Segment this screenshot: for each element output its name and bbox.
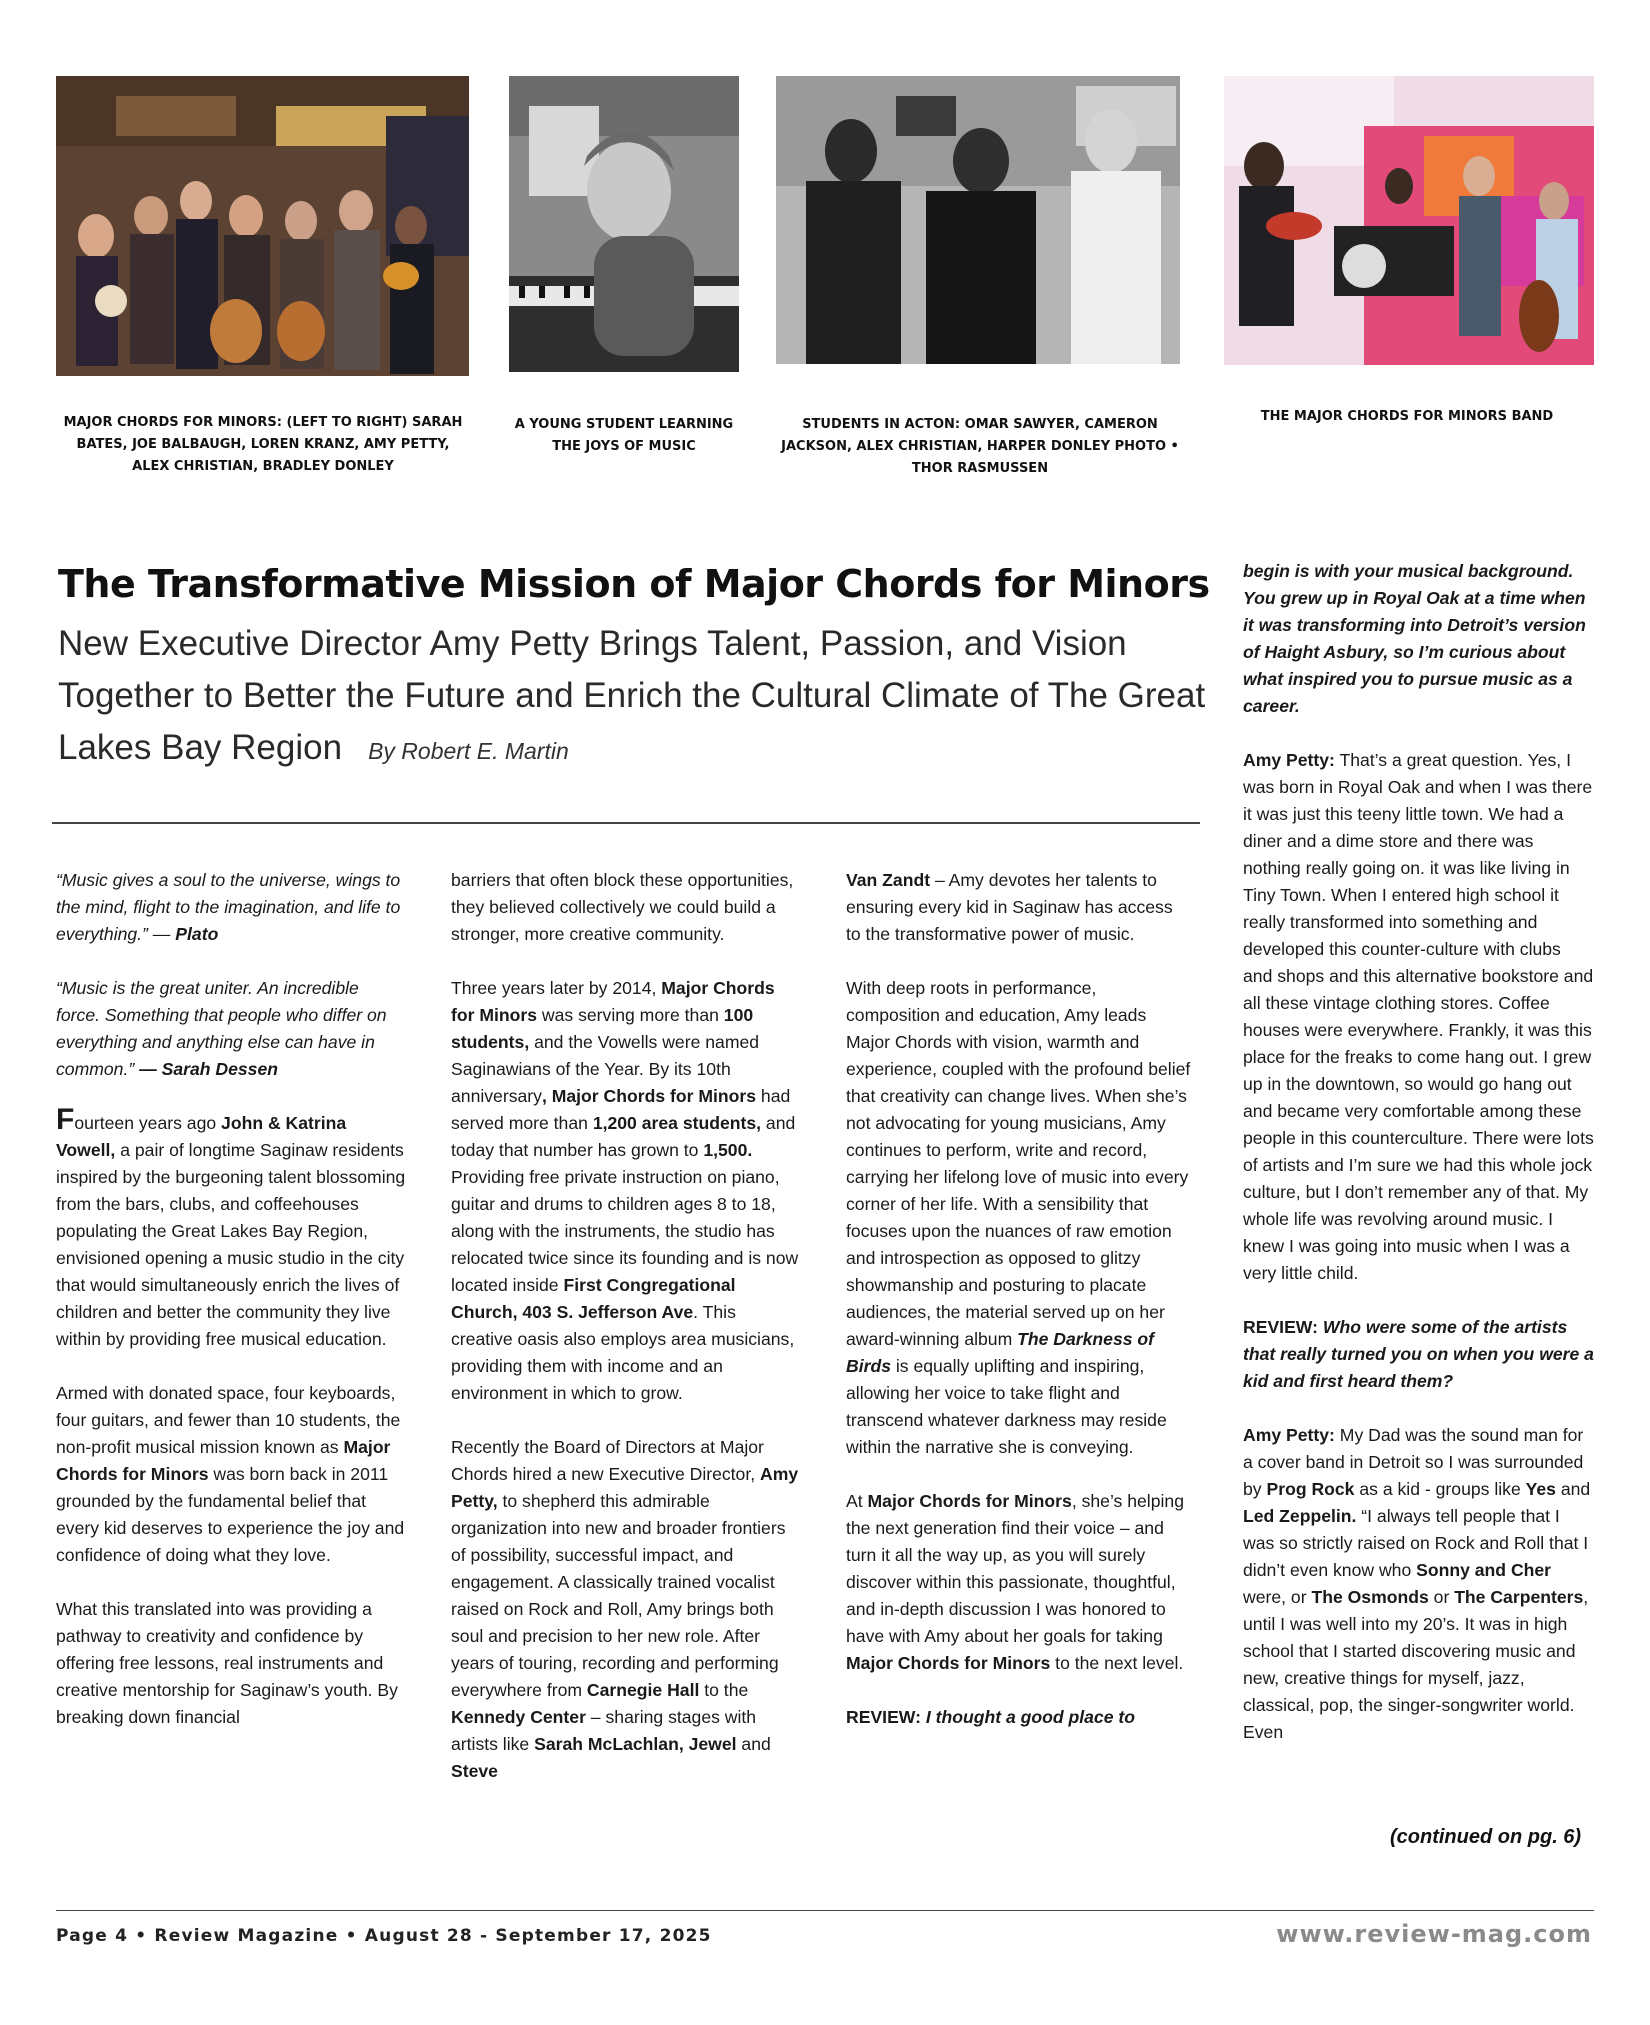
footer-page-info: Page 4 • Review Magazine • August 28 - September 17, 2025 — [56, 1926, 712, 1946]
article-subtitle-block — [58, 618, 1218, 777]
body-column-1: “Music gives a soul to the universe, wings to the mind, flight to the imagination, and life to everything.” — Plato “Music is the great uniter. An incredible force. Something that people who differ on everything and anything else can have in common.” — Sarah Dessen Fourteen years ago John & Katrina Vowell, a pair of longtime Saginaw residents inspired by the burgeoning talent blossoming from the bars, clubs, and coffeehouses populating the Great Lakes Bay Region, envisioned opening a music studio in the city that would simultaneously enrich the lives of children and better the community they live within by providing free musical education. Armed with donated space, four keyboards, four guitars, and fewer than 10 students, the non-profit musical mission known as Major Chords for Minors was born back in 2011 grounded by the fundamental belief that every kid deserves to experience the joy and confidence of doing what they love. What this translated into was providing a pathway to creativity and confidence by offering free lessons, real instruments and creative mentorship for Saginaw’s youth. By breaking down financial — [56, 870, 406, 1727]
young-student-piano-photo — [509, 76, 739, 372]
photo-caption-2: A YOUNG STUDENT LEARNING THE JOYS OF MUSIC — [514, 417, 734, 454]
photo-caption-3: STUDENTS IN ACTON: OMAR SAWYER, CAMERON JACKSON, ALEX CHRISTIAN, HARPER DONLEY PHOTO • THOR RASMUSSEN — [781, 417, 1179, 476]
body-column-2: barriers that often block these opportunities, they believed collectively we could build a stronger, more creative community. Three years later by 2014, Major Chords for Minors was serving more than 100 students, and the Vowells were named Saginawians of the Year. By its 10th anniversary, Major Chords for Minors had served more than 1,200 area students, and today that number has grown to 1,500. Providing free private instruction on piano, guitar and drums to children ages 8 to 18, along with the instruments, the studio has relocated twice since its founding and is now located inside First Congregational Church, 403 S. Jefferson Ave. This creative oasis also employs area musicians, providing them with income and an environment in which to grow. Recently the Board of Directors at Major Chords hired a new Executive Director, Amy Petty, to shepherd this admirable organization into new and broader frontiers of possibility, successful impact, and engagement. A classically trained vocalist raised on Rock and Roll, Amy brings both soul and precision to her new role. After years of touring, recording and performing everywhere from Carnegie Hall to the Kennedy Center – sharing stages with artists like Sarah McLachlan, Jewel and Steve — [451, 870, 799, 1781]
article-title: The Transformative Mission of Major Chords for Minors — [58, 562, 1210, 606]
header-divider — [52, 822, 1200, 824]
article-byline: By Robert E. Martin — [368, 738, 569, 764]
band-performance-photo — [1224, 76, 1594, 365]
footer-divider — [56, 1910, 1594, 1911]
photo-caption-1: MAJOR CHORDS FOR MINORS: (LEFT TO RIGHT) SARAH BATES, JOE BALBAUGH, LOREN KRANZ, AMY PETTY, ALEX CHRISTIAN, BRADLEY DONLEY — [63, 415, 463, 474]
photo-caption-4: THE MAJOR CHORDS FOR MINORS BAND — [1260, 409, 1554, 424]
band-group-photo — [56, 76, 469, 376]
body-column-4: begin is with your musical background. You grew up in Royal Oak at a time when it was transforming into Detroit’s version of Haight Asbury, so I’m curious about what inspired you to pursue music as a career. Amy Petty: That’s a great question. Yes, I was born in Royal Oak and when I was there it was just this teeny little town. We had a diner and a dime store and there was nothing really going on. it was like living in Tiny Town. When I entered high school it really transformed into something and developed this counter-culture with clubs and shops and this alternative bookstore and all these vintage clothing stores. Coffee houses were everywhere. Frankly, it was this place for the freaks to come hang out. I grew up in the downtown, so would go hang out and became very comfortable among these people in this counterculture. There were lots of artists and I’m sure we had this whole jock culture, but I don’t remember any of that. My whole life was revolving around music. I knew I was going into music when I was a very little child. REVIEW: Who were some of the artists that really turned you on when you were a kid and first heard them? Amy Petty: My Dad was the sound man for a cover band in Detroit so I was surrounded by Prog Rock as a kid - groups like Yes and Led Zeppelin. “I always tell people that I was so strictly raised on Rock and Roll that I didn’t even know who Sonny and Cher were, or The Osmonds or The Carpenters, until I was well into my 20’s. It was in high school that I started discovering music and new, creative things for myself, jazz, classical, pop, the singer-songwriter world. Even — [1243, 561, 1594, 1742]
footer-website: www.review-mag.com — [1276, 1920, 1592, 1948]
students-photo — [776, 76, 1180, 364]
article-subtitle: New Executive Director Amy Petty Brings Talent, Passion, and Vision Together to Better the Future and Enrich the Cultural Climate of The Great Lakes Bay Region — [58, 624, 1206, 767]
body-column-3: Van Zandt – Amy devotes her talents to ensuring every kid in Saginaw has access to the transformative power of music. With deep roots in performance, composition and education, Amy leads Major Chords with vision, warmth and experience, coupled with the profound belief that creativity can change lives. When she’s not advocating for young musicians, Amy continues to perform, write and record, carrying her lifelong love of music into every corner of her life. With a sensibility that focuses upon the nuances of raw emotion and introspection as opposed to glitzy showmanship and posturing to placate audiences, the material served up on her award-winning album The Darkness of Birds is equally uplifting and inspiring, allowing her voice to take flight and transcend whatever darkness may reside within the narrative she is conveying. At Major Chords for Minors, she’s helping the next generation find their voice – and turn it all the way up, as you will surely discover within this passionate, thoughtful, and in-depth discussion I was honored to have with Amy about her goals for taking Major Chords for Minors to the next level. REVIEW: I thought a good place to — [846, 870, 1191, 1727]
continued-notice: (continued on pg. 6) — [1390, 1826, 1582, 1848]
